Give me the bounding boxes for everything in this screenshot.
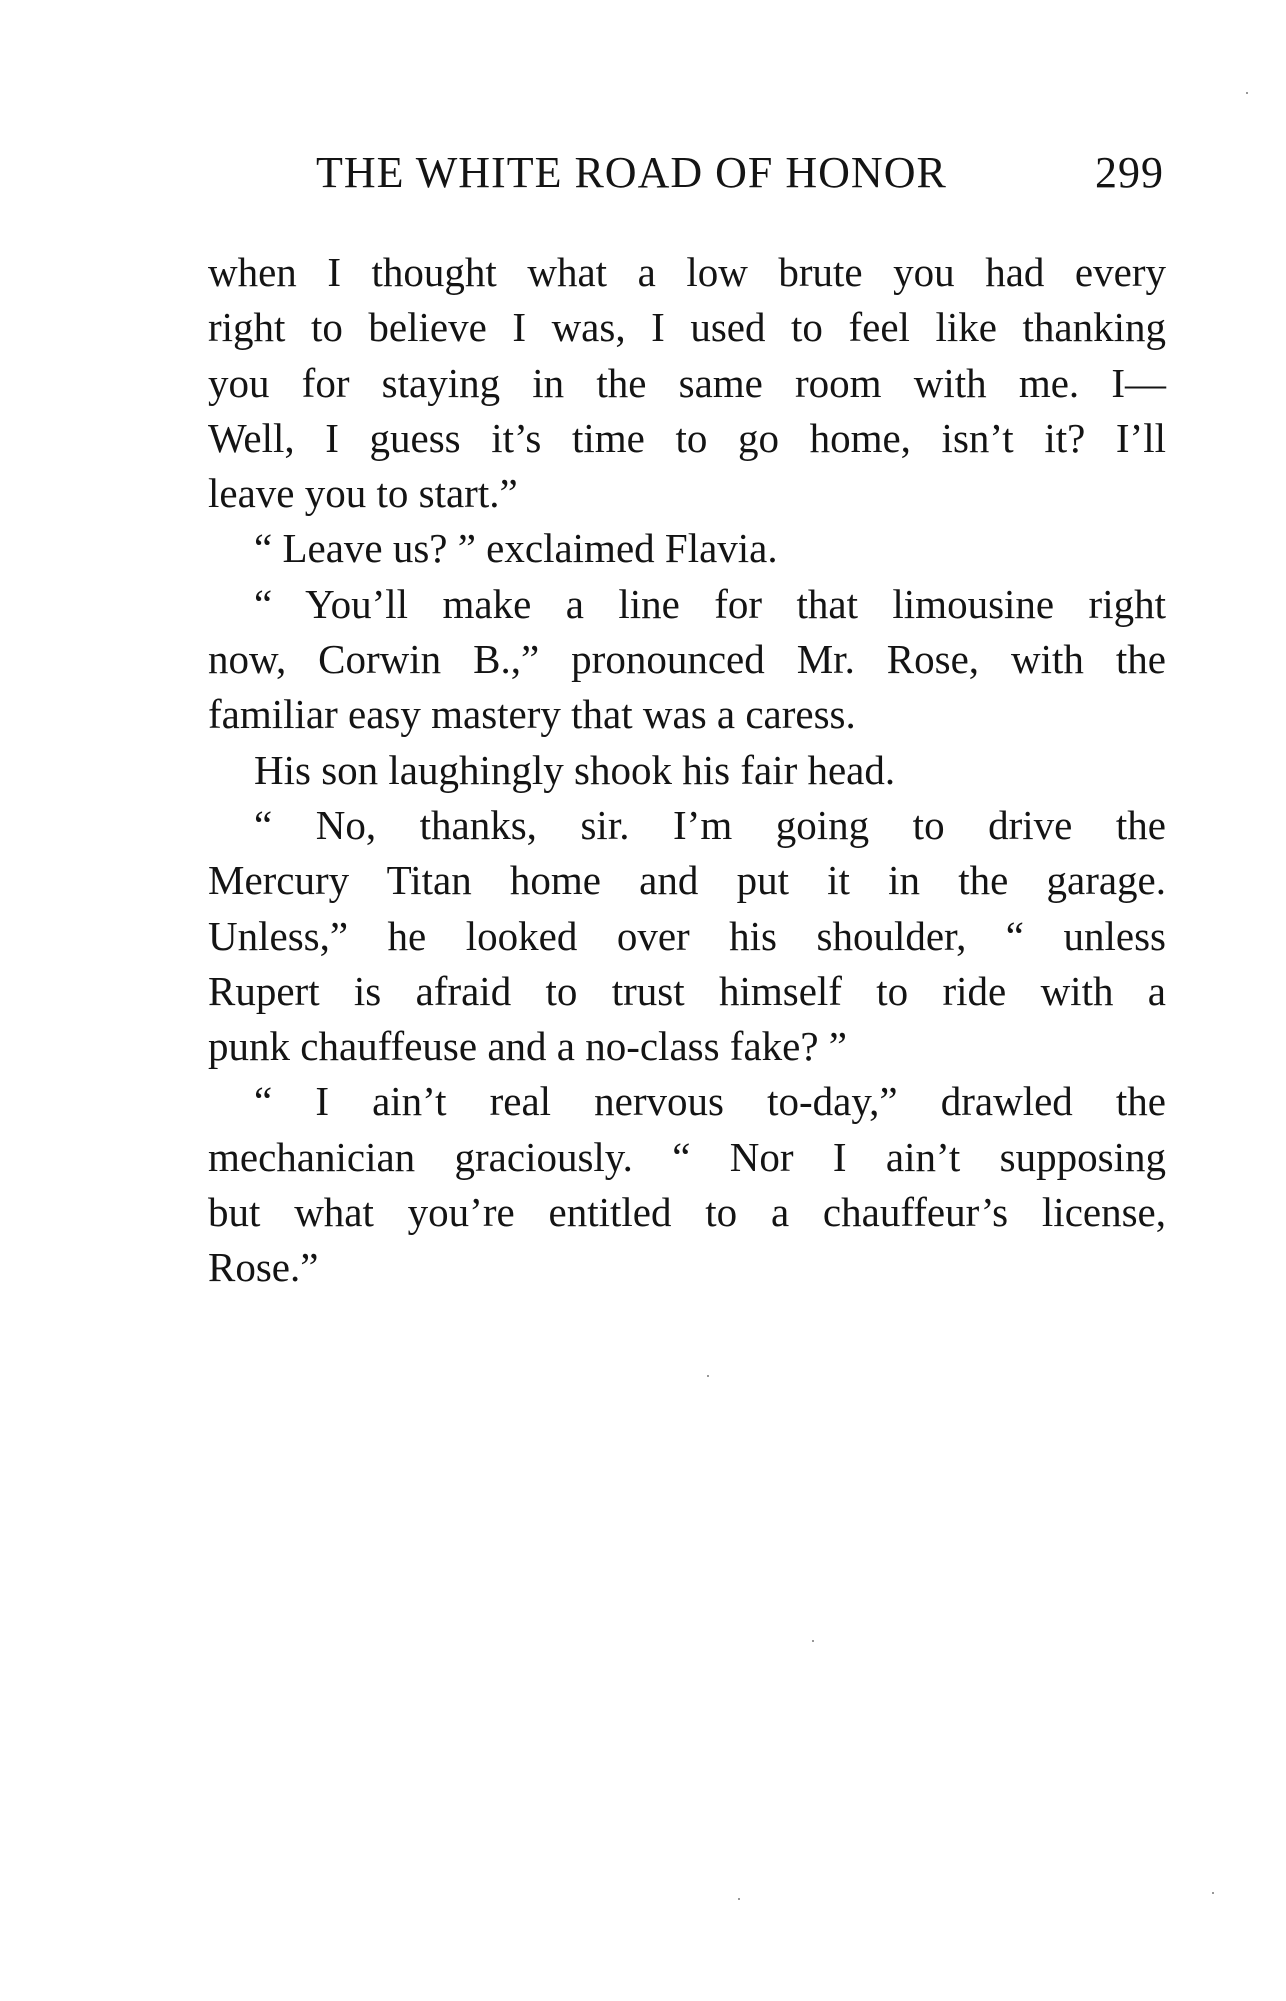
text-line: “ Leave us? ” exclaimed Flavia. [254,525,778,572]
text-line: right to believe I was, I used to feel like thanking [208,304,1166,351]
running-head-title: THE WHITE ROAD OF HONOR [316,148,947,197]
text-line: Unless,” he looked over his shoulder, “ unless [208,912,1166,959]
text-line: you for staying in the same room with me. I— [208,359,1166,406]
page-number: 299 [1095,148,1164,197]
text-line: Well, I guess it’s time to go home, isn’t it? I’ll [208,414,1166,461]
paper-speck [738,1898,740,1900]
text-line: familiar easy mastery that was a caress. [208,691,856,738]
text-line: Rose.” [208,1244,319,1291]
text-line: “ You’ll make a line for that limousine right [254,580,1166,627]
paper-speck [707,1375,709,1377]
text-line: “ No, thanks, sir. I’m going to drive the [254,801,1166,848]
text-line: Rupert is afraid to trust himself to ride with a [208,967,1166,1014]
paper-speck [1246,92,1248,94]
text-line: leave you to start.” [208,470,518,517]
text-line: Mercury Titan home and put it in the garage. [208,857,1166,904]
text-line: now, Corwin B.,” pronounced Mr. Rose, with the [208,636,1166,683]
running-head [316,148,1164,198]
text-line: punk chauffeuse and a no-class fake? ” [208,1023,848,1070]
body-text [208,245,1166,1296]
text-line: mechanician graciously. “ Nor I ain’t supposing [208,1133,1166,1180]
text-line: when I thought what a low brute you had every [208,249,1166,295]
paper-speck [1212,1892,1214,1894]
text-line: His son laughingly shook his fair head. [254,746,896,793]
text-line: “ I ain’t real nervous to-day,” drawled the [254,1078,1166,1125]
text-line: but what you’re entitled to a chauffeur’s license, [208,1189,1166,1236]
paper-speck [812,1640,814,1642]
